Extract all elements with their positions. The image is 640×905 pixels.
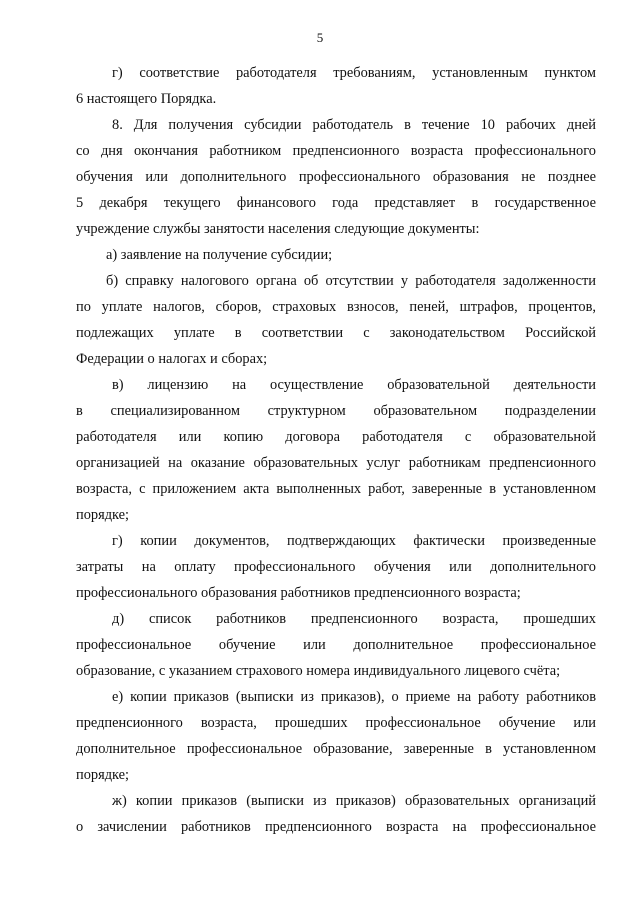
paragraph-line: со дня окончания работником предпенсионного возраста профессионального (76, 143, 596, 159)
page-number: 5 (316, 30, 324, 45)
paragraph-line: Федерации о налогах и сборах; (76, 351, 268, 367)
paragraph-line: по уплате налогов, сборов, страховых взносов, пеней, штрафов, процентов, (76, 299, 596, 315)
paragraph-line: 8. Для получения субсидии работодатель в течение 10 рабочих дней (112, 117, 596, 133)
paragraph-line: организацией на оказание образовательных услуг работникам предпенсионного (76, 455, 596, 471)
paragraph-line: учреждение службы занятости населения следующие документы: (76, 221, 480, 237)
paragraph-line: ж) копии приказов (выписки из приказов) образовательных организаций (112, 793, 596, 809)
paragraph-line: в специализированном структурном образовательном подразделении (76, 403, 596, 419)
paragraph-line: подлежащих уплате в соответствии с законодательством Российской (76, 325, 596, 341)
paragraph-line: профессионального образования работников предпенсионного возраста; (76, 585, 521, 601)
paragraph (76, 268, 596, 372)
paragraph (76, 606, 596, 684)
paragraph-line: г) копии документов, подтверждающих фактически произведенные (112, 533, 596, 549)
paragraph-line: порядке; (76, 507, 130, 523)
paragraph-line: порядке; (76, 767, 130, 783)
paragraph (76, 372, 596, 528)
paragraph-line: обучения или дополнительного профессионального образования не позднее (76, 169, 596, 185)
paragraph (76, 60, 596, 112)
paragraph-line: б) справку налогового органа об отсутствии у работодателя задолженности (106, 273, 596, 289)
paragraph (76, 684, 596, 788)
paragraph-line: затраты на оплату профессионального обучения или дополнительного (76, 559, 596, 575)
paragraph-line: е) копии приказов (выписки из приказов), о приеме на работу работников (112, 689, 596, 705)
document-body (76, 60, 596, 840)
paragraph-line: профессиональное обучение или дополнительное профессиональное (76, 637, 596, 653)
paragraph-line: дополнительное профессиональное образование, заверенные в установленном (76, 741, 596, 757)
paragraph-line: д) список работников предпенсионного возраста, прошедших (112, 611, 596, 627)
paragraph-line: в) лицензию на осуществление образовательной деятельности (112, 377, 596, 393)
paragraph (76, 242, 596, 268)
paragraph-line: а) заявление на получение субсидии; (106, 247, 333, 263)
paragraph-line: г) соответствие работодателя требованиям, установленным пунктом (112, 65, 596, 81)
paragraph-line: о зачислении работников предпенсионного возраста на профессиональное (76, 819, 596, 835)
paragraph-line: предпенсионного возраста, прошедших профессиональное обучение или (76, 715, 596, 731)
paragraph (76, 528, 596, 606)
paragraph (76, 788, 596, 840)
paragraph-line: образование, с указанием страхового номера индивидуального лицевого счёта; (76, 663, 561, 679)
paragraph-line: возраста, с приложением акта выполненных работ, заверенные в установленном (76, 481, 596, 497)
paragraph-line: 5 декабря текущего финансового года представляет в государственное (76, 195, 596, 211)
paragraph (76, 112, 596, 242)
paragraph-line: работодателя или копию договора работодателя с образовательной (76, 429, 596, 445)
paragraph-line: 6 настоящего Порядка. (76, 91, 217, 107)
